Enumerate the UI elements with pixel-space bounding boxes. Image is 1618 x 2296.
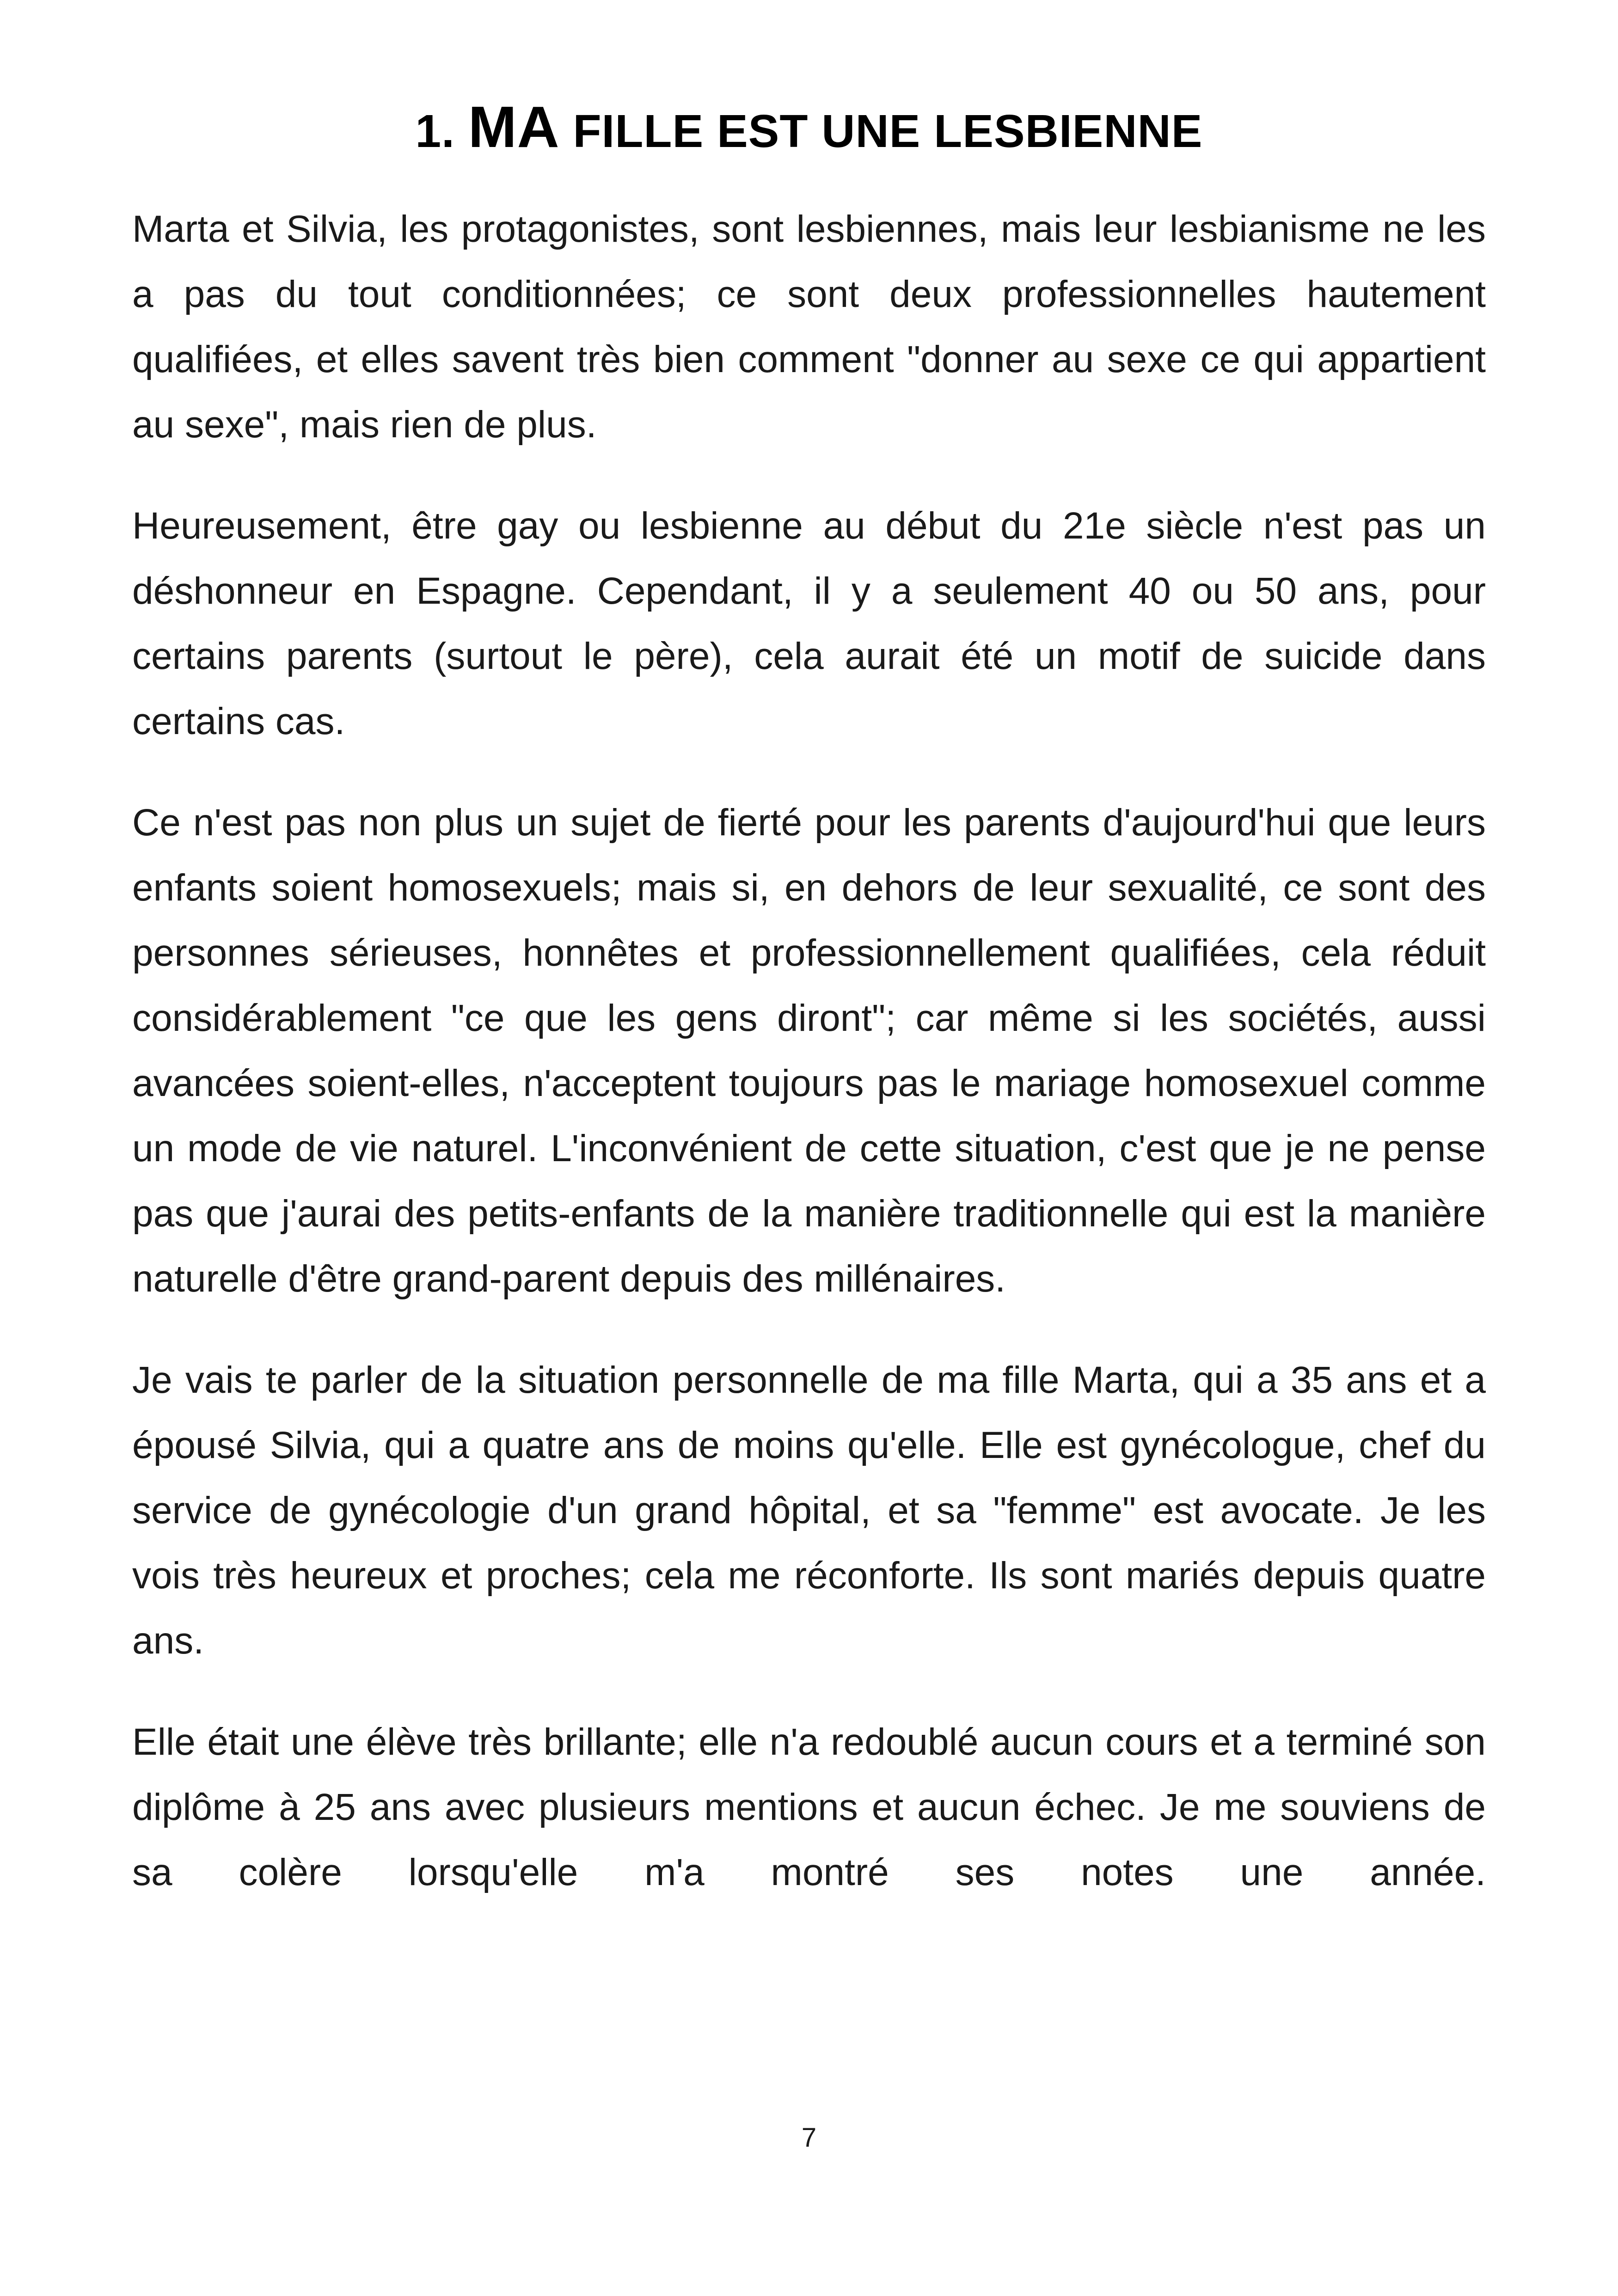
chapter-number: 1. [415,105,468,157]
chapter-title-rest: FILLE EST UNE LESBIENNE [559,105,1203,157]
page-number: 7 [801,2123,817,2153]
paragraph-3: Ce n'est pas non plus un sujet de fierté pour les parents d'aujourd'hui que leurs enfants soient homosexuels; mais si, en dehors de leur sexualité, ce sont des personnes sérieuses, honnêtes et professionnellement qualifiées, cela réduit considérablement "ce que les gens diront"; car même si les sociétés, aussi avancées soient-elles, n'acceptent toujours pas le mariage homosexuel comme un mode de vie naturel. L'inconvénient de cette situation, c'est que je ne pense pas que j'aurai des petits-enfants de la manière traditionnelle qui est la manière naturelle d'être grand-parent depuis des millénaires. [132,802,1486,1300]
chapter-body [132,196,1486,1941]
paragraph-1: Marta et Silvia, les protagonistes, sont lesbiennes, mais leur lesbianisme ne les a pas du tout conditionnées; ce sont deux professionnelles hautement qualifiées, et elles savent très bien comment "donner au sexe ce qui appartient au sexe", mais rien de plus. [132,208,1486,446]
chapter-title-capitals: MA [468,94,560,159]
chapter-title [0,90,1618,168]
paragraph-4: Je vais te parler de la situation personnelle de ma fille Marta, qui a 35 ans et a épousé Silvia, qui a quatre ans de moins qu'elle. Elle est gynécologue, chef du service de gynécologie d'un grand hôpital, et sa "femme" est avocate. Je les vois très heureux et proches; cela me réconforte. Ils sont mariés depuis quatre ans. [132,1359,1486,1662]
paragraph-2: Heureusement, être gay ou lesbienne au début du 21e siècle n'est pas un déshonneur en Espagne. Cependant, il y a seulement 40 ou 50 ans, pour certains parents (surtout le père), cela aurait été un motif de suicide dans certains cas. [132,505,1486,742]
paragraph-5: Elle était une élève très brillante; elle n'a redoublé aucun cours et a terminé son diplôme à 25 ans avec plusieurs mentions et aucun échec. Je me souviens de sa colère lorsqu'elle m'a montré ses notes une année. [132,1721,1486,1893]
